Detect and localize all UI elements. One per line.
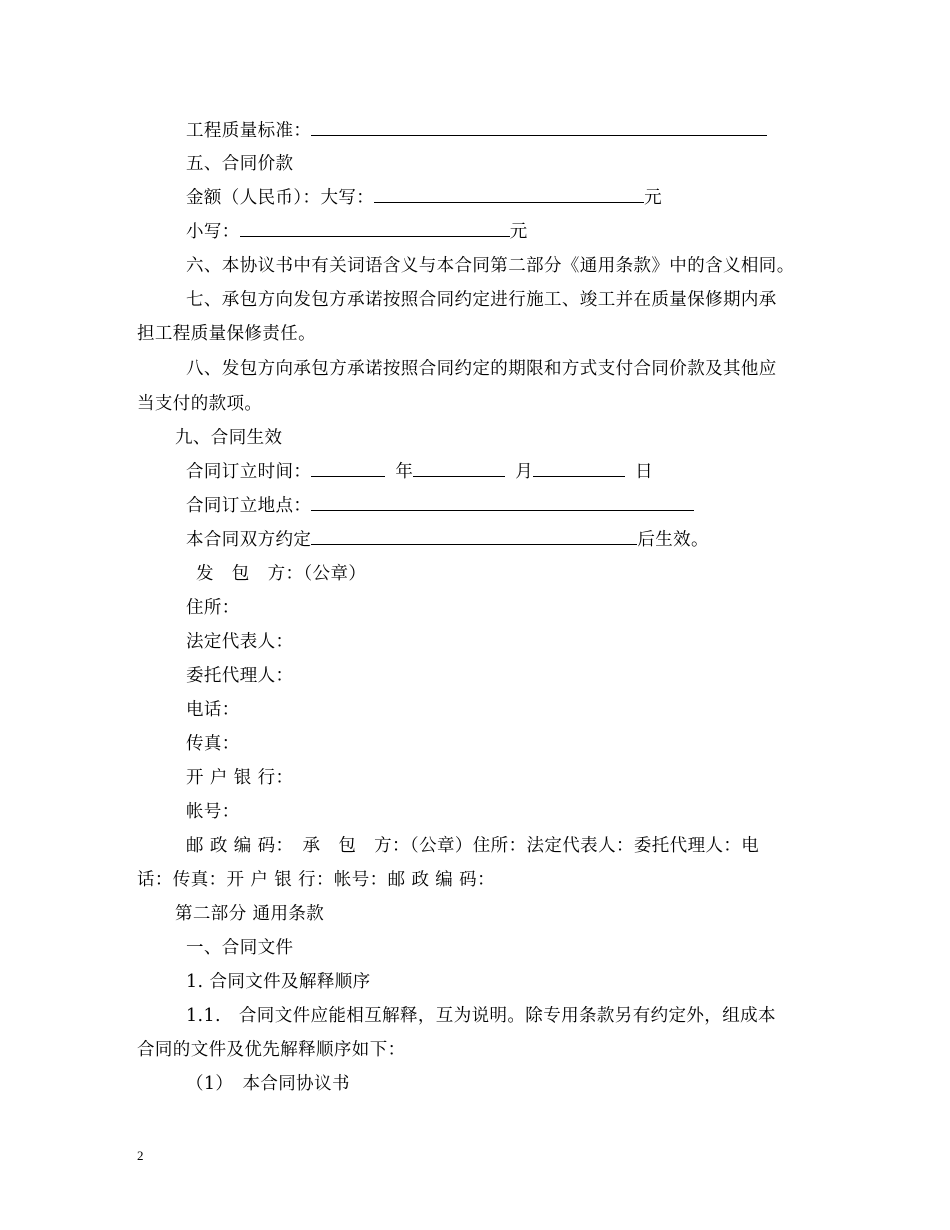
clause-7-line-1: 七、承包方向发包方承诺按照合同约定进行施工、竣工并在质量保修期内承 xyxy=(186,290,777,310)
month-label: 月 xyxy=(515,462,534,482)
amount-numeric-blank[interactable] xyxy=(240,221,510,237)
month-blank[interactable] xyxy=(413,461,505,477)
amount-uppercase-unit: 元 xyxy=(644,188,663,208)
signing-place-line xyxy=(186,495,694,517)
signing-date-line xyxy=(186,461,653,483)
signing-place-label: 合同订立地点： xyxy=(186,496,312,516)
subsection-1-heading: 1. 合同文件及解释顺序 xyxy=(186,972,371,992)
signing-place-blank[interactable] xyxy=(311,495,694,511)
postcode-contractor-line: 邮 政 编 码： 承 包 方：（公章）住所：法定代表人：委托代理人：电 xyxy=(186,836,760,856)
year-blank[interactable] xyxy=(311,461,385,477)
signing-date-label: 合同订立时间： xyxy=(186,462,312,482)
effective-condition-blank[interactable] xyxy=(311,529,637,545)
clause-7-line-2: 担工程质量保修责任。 xyxy=(137,324,316,344)
clause-8-line-2: 当支付的款项。 xyxy=(137,394,263,414)
clause-6: 六、本协议书中有关词语含义与本合同第二部分《通用条款》中的含义相同。 xyxy=(186,256,795,276)
amount-numeric-label: 小写： xyxy=(186,222,240,242)
effective-condition-label: 本合同双方约定 xyxy=(186,530,312,550)
account-label: 帐号： xyxy=(186,802,240,822)
employer-seal-label: 发 包 方：（公章） xyxy=(196,564,367,584)
amount-uppercase-label: 金额（人民币）：大写： xyxy=(186,188,375,208)
year-label: 年 xyxy=(395,462,414,482)
bank-label: 开 户 银 行： xyxy=(186,768,294,788)
clause-1-1-line-1: 1.1. 合同文件应能相互解释，互为说明。除专用条款另有约定外，组成本 xyxy=(186,1006,776,1026)
quality-standard-blank[interactable] xyxy=(311,120,767,136)
legal-representative-label: 法定代表人： xyxy=(186,632,294,652)
clause-1-1-line-2: 合同的文件及优先解释顺序如下： xyxy=(137,1040,406,1060)
page-number: 2 xyxy=(137,1148,144,1163)
amount-numeric-unit: 元 xyxy=(509,222,528,242)
quality-standard-line xyxy=(186,120,767,142)
contractor-details-line: 话：传真：开 户 银 行：帐号：邮 政 编 码： xyxy=(137,870,495,890)
effective-condition-line xyxy=(186,529,709,551)
phone-label: 电话： xyxy=(186,700,240,720)
day-label: 日 xyxy=(635,462,654,482)
authorized-agent-label: 委托代理人： xyxy=(186,666,294,686)
amount-uppercase-line xyxy=(186,187,662,209)
list-item-1: （1） 本合同协议书 xyxy=(186,1074,350,1094)
fax-label: 传真： xyxy=(186,734,240,754)
address-label: 住所： xyxy=(186,598,240,618)
section-5-heading: 五、合同价款 xyxy=(186,154,294,174)
quality-standard-label: 工程质量标准： xyxy=(186,121,312,141)
section-9-heading: 九、合同生效 xyxy=(175,428,283,448)
effective-condition-suffix: 后生效。 xyxy=(637,530,709,550)
part-2-heading: 第二部分 通用条款 xyxy=(175,904,325,924)
amount-numeric-line xyxy=(186,221,528,243)
clause-8-line-1: 八、发包方向承包方承诺按照合同约定的期限和方式支付合同价款及其他应 xyxy=(186,359,777,379)
amount-uppercase-blank[interactable] xyxy=(374,187,644,203)
day-blank[interactable] xyxy=(533,461,625,477)
section-1-heading: 一、合同文件 xyxy=(186,938,294,958)
